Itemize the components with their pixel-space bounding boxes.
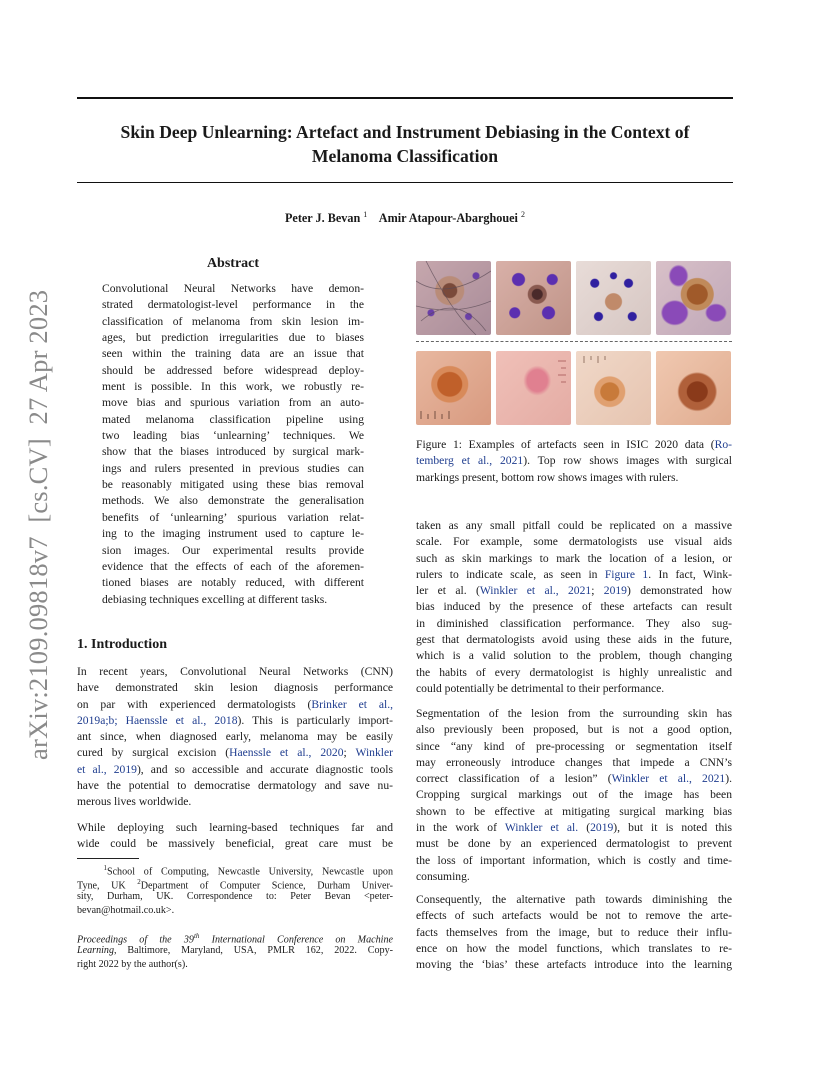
figure-1-artefact-examples (416, 261, 732, 426)
text-line: rulers to indicate scale, as seen in Figure 1. In fact, Wink- (416, 567, 732, 581)
text-line: bevan@hotmail.co.uk>. (77, 904, 175, 916)
text-line: markings present, bottom row shows images with rulers. (416, 470, 679, 484)
text-line: Cropping surgical markings out of the image has been (416, 788, 732, 802)
dermoscopy-thumbnail-surgical-marking (416, 261, 491, 335)
text-line: correct classification of a lesion” (Winkler et al., 2021). (416, 772, 732, 786)
citation-link[interactable]: 2019 (603, 584, 627, 598)
author-list (77, 210, 733, 226)
paper-title-line1: Skin Deep Unlearning: Artefact and Instrument Debiasing in the Context of (120, 122, 690, 142)
text-line: In recent years, Convolutional Neural Networks (CNN) (77, 665, 393, 678)
arxiv-stamp: arXiv:2109.09818v7 [cs.CV] 27 Apr 2023 (23, 289, 53, 760)
citation-link[interactable]: 2019a;b; Haenssle et al., 2018 (77, 713, 238, 727)
text-line: Learning, Baltimore, Maryland, USA, PMLR 162, 2022. Copy- (77, 944, 393, 956)
abstract-line: seen within the training data are an issue that (102, 347, 364, 361)
abstract-line: methods. We also demonstrate the generalisation (102, 494, 364, 508)
proceedings-note (77, 930, 393, 972)
dermoscopy-thumbnail-surgical-marking (496, 261, 571, 335)
citation-link[interactable]: Winkler et al., 2021 (611, 772, 726, 786)
citation-link[interactable]: Brinker et al., (311, 697, 393, 711)
citation-link[interactable]: et al., 2019 (77, 762, 137, 776)
abstract-line: ings and rulers presented in previous studies can (102, 461, 364, 475)
citation-link[interactable]: Haenssle et al., 2020 (229, 746, 344, 760)
text-line: must be done by an experienced dermatologist to prevent (416, 837, 732, 851)
abstract-line: move bias and spurious variation from an auto- (102, 396, 364, 410)
text-line: Tyne, UK $^2$Department of Computer Science, Durham Univer- (77, 877, 393, 892)
text-line: have demonstrated skin lesion diagnosis performance (77, 681, 393, 695)
text-line: have the potential to democratise dermatology and save nu- (77, 779, 393, 793)
author-name: Peter J. Bevan (284, 211, 361, 226)
text-line: also previously been proposed, but is not a good option, (416, 723, 732, 737)
text-line: in the work of Winkler et al. (2019), but it is noted this (416, 821, 732, 835)
text-line: bias induced by the presence of these artefacts can result (416, 600, 732, 614)
citation-link[interactable]: temberg et al., 2021 (416, 454, 524, 468)
abstract-line: strated dermatologist-level performance in the (102, 298, 364, 312)
text-line: Segmentation of the lesion from the surrounding skin has (416, 707, 732, 720)
right-column-paragraph-1 (416, 518, 732, 697)
title-top-rule (77, 97, 733, 99)
abstract-line: Convolutional Neural Networks have demon- (102, 282, 364, 295)
text-line: sity, Durham, UK. Correspondence to: Peter Bevan <peter- (77, 890, 393, 902)
dermoscopy-thumbnail-ruler (416, 351, 491, 425)
abstract-line: ment is possible. In this work, we robustly re- (102, 380, 364, 394)
abstract-line: debiasing techniques excelling at different tasks. (102, 592, 328, 606)
text-line: 2019a;b; Haenssle et al., 2018). This is particularly import- (77, 713, 393, 727)
abstract-line: ages, but prediction irregularities due to biases (102, 331, 364, 345)
author-name: Amir Atapour-Abarghouei (378, 211, 518, 226)
abstract-line: should be addressed before widespread deploy- (102, 363, 364, 377)
text-line: which is a valid solution to the problem, though changing (416, 649, 732, 663)
figure-row-divider (416, 341, 732, 342)
text-line: ence on how the model functions, which translates to re- (416, 941, 732, 955)
text-line: merous lives worldwide. (77, 795, 192, 809)
text-line: ler et al. (Winkler et al., 2021; 2019) demonstrated how (416, 584, 732, 598)
text-line: et al., 2019), and so accessible and accurate diagnostic tools (77, 762, 394, 776)
text-line: since “any kind of pre-processing or segmentation itself (416, 739, 732, 753)
text-line: moving the ‘bias’ these artefacts introduce into the learning (416, 958, 732, 972)
text-line: could potentially be detrimental to their performance. (416, 681, 665, 695)
abstract-line: classification of melanoma from skin lesion im- (102, 314, 364, 328)
author-affiliation-mark: 2 (521, 210, 525, 219)
abstract-line: ing to the imaging instrument used to capture le- (102, 527, 364, 541)
text-line: temberg et al., 2021). Top row shows images with surgical (416, 454, 732, 468)
footnote-rule (77, 858, 139, 859)
abstract-line: mated melanoma classification pipeline using (102, 412, 364, 426)
dermoscopy-thumbnail-ruler (576, 351, 651, 425)
paper-title-line2: Melanoma Classification (311, 146, 499, 166)
text-line: gest that dermatologists avoid using these aids in the future, (416, 633, 732, 647)
introduction-paragraph-2 (77, 820, 393, 853)
dermoscopy-thumbnail-ruler (496, 351, 571, 425)
text-line: the habits of every dermatologist is highly unrealistic and (416, 665, 732, 679)
text-line: facts themselves from the image, but to reduce their influ- (416, 925, 732, 939)
text-line: Proceedings of the 39th International Conference on Machine (77, 932, 393, 946)
text-line: such as skin markings to mark the location of a lesion, or (416, 551, 732, 565)
author-affiliation-mark: 1 (363, 210, 368, 219)
dermoscopy-thumbnail-ruler (656, 351, 731, 425)
text-line: effects of such artefacts would be not to remove the arte- (416, 909, 732, 923)
text-line: wide could be massively beneficial, great care must be (77, 837, 393, 851)
text-line: scale. For example, some dermatologists use visual aids (416, 535, 732, 549)
title-bottom-rule (77, 182, 733, 183)
ruler-marks (416, 351, 491, 425)
abstract-line: show that the biases introduced by surgical mark- (102, 445, 364, 459)
abstract-line: tioned biases are notably reduced, with different (102, 576, 364, 590)
introduction-paragraph-1 (77, 664, 393, 811)
text-line: ant since, when diagnosed early, melanoma may be easily (77, 730, 393, 744)
abstract-heading: Abstract (206, 256, 260, 271)
abstract-line: sion images. Our experimental results provide (102, 543, 364, 557)
text-line: cured by surgical excision (Haenssle et al., 2020; Winkler (77, 746, 394, 760)
ruler-marks (576, 351, 651, 425)
text-line: may erroneously introduce changes that impede a CNN’s (416, 755, 732, 769)
text-line: the loss of important information, which is costly and time- (416, 853, 732, 867)
text-line: While deploying such learning-based techniques far and (77, 821, 393, 834)
ruler-marks (496, 351, 571, 425)
citation-link[interactable]: Winkler (355, 746, 394, 760)
text-line: Consequently, the alternative path towards diminishing the (416, 893, 732, 906)
text-line: in diminished classification performance. They also sug- (416, 616, 732, 630)
abstract-line: be reasonably mitigated using these bias removal (102, 478, 364, 492)
section-heading-introduction: 1. Introduction (77, 637, 167, 652)
text-line: on par with experienced dermatologists (Brinker et al., (77, 697, 393, 711)
citation-link[interactable]: Winkler et al. (504, 821, 579, 835)
paper-title (77, 120, 733, 168)
text-line: right 2022 by the author(s). (77, 958, 188, 970)
text-line: $^1$School of Computing, Newcastle University, Newcastle upon (103, 864, 393, 878)
citation-link[interactable]: Winkler et al., 2021 (479, 584, 592, 598)
abstract-body (102, 281, 364, 608)
right-column-paragraph-3 (416, 892, 732, 973)
abstract-line: two leading bias ‘unlearning’ techniques. We (102, 429, 364, 443)
citation-link[interactable]: 2019 (590, 821, 614, 835)
text-line: shown to be effective at mitigating surgical marking bias (416, 804, 732, 818)
text-line: consuming. (416, 869, 470, 883)
hair-lines (416, 261, 491, 335)
affiliation-footnote (77, 862, 393, 918)
abstract-line: benefits of ‘unlearning’ spurious variation relat- (102, 510, 364, 524)
figure-1-caption (416, 437, 732, 486)
right-column-paragraph-2 (416, 706, 732, 885)
text-line: Figure 1: Examples of artefacts seen in ISIC 2020 data (Ro- (416, 438, 732, 451)
dermoscopy-thumbnail-surgical-marking (576, 261, 651, 335)
citation-link[interactable]: Ro- (714, 438, 732, 451)
dermoscopy-thumbnail-surgical-marking (656, 261, 731, 335)
text-line: taken as any small pitfall could be replicated on a massive (416, 519, 732, 532)
abstract-line: evidence that the effects of each of the aforemen- (102, 559, 364, 573)
figure-reference-link[interactable]: Figure 1 (604, 567, 649, 581)
